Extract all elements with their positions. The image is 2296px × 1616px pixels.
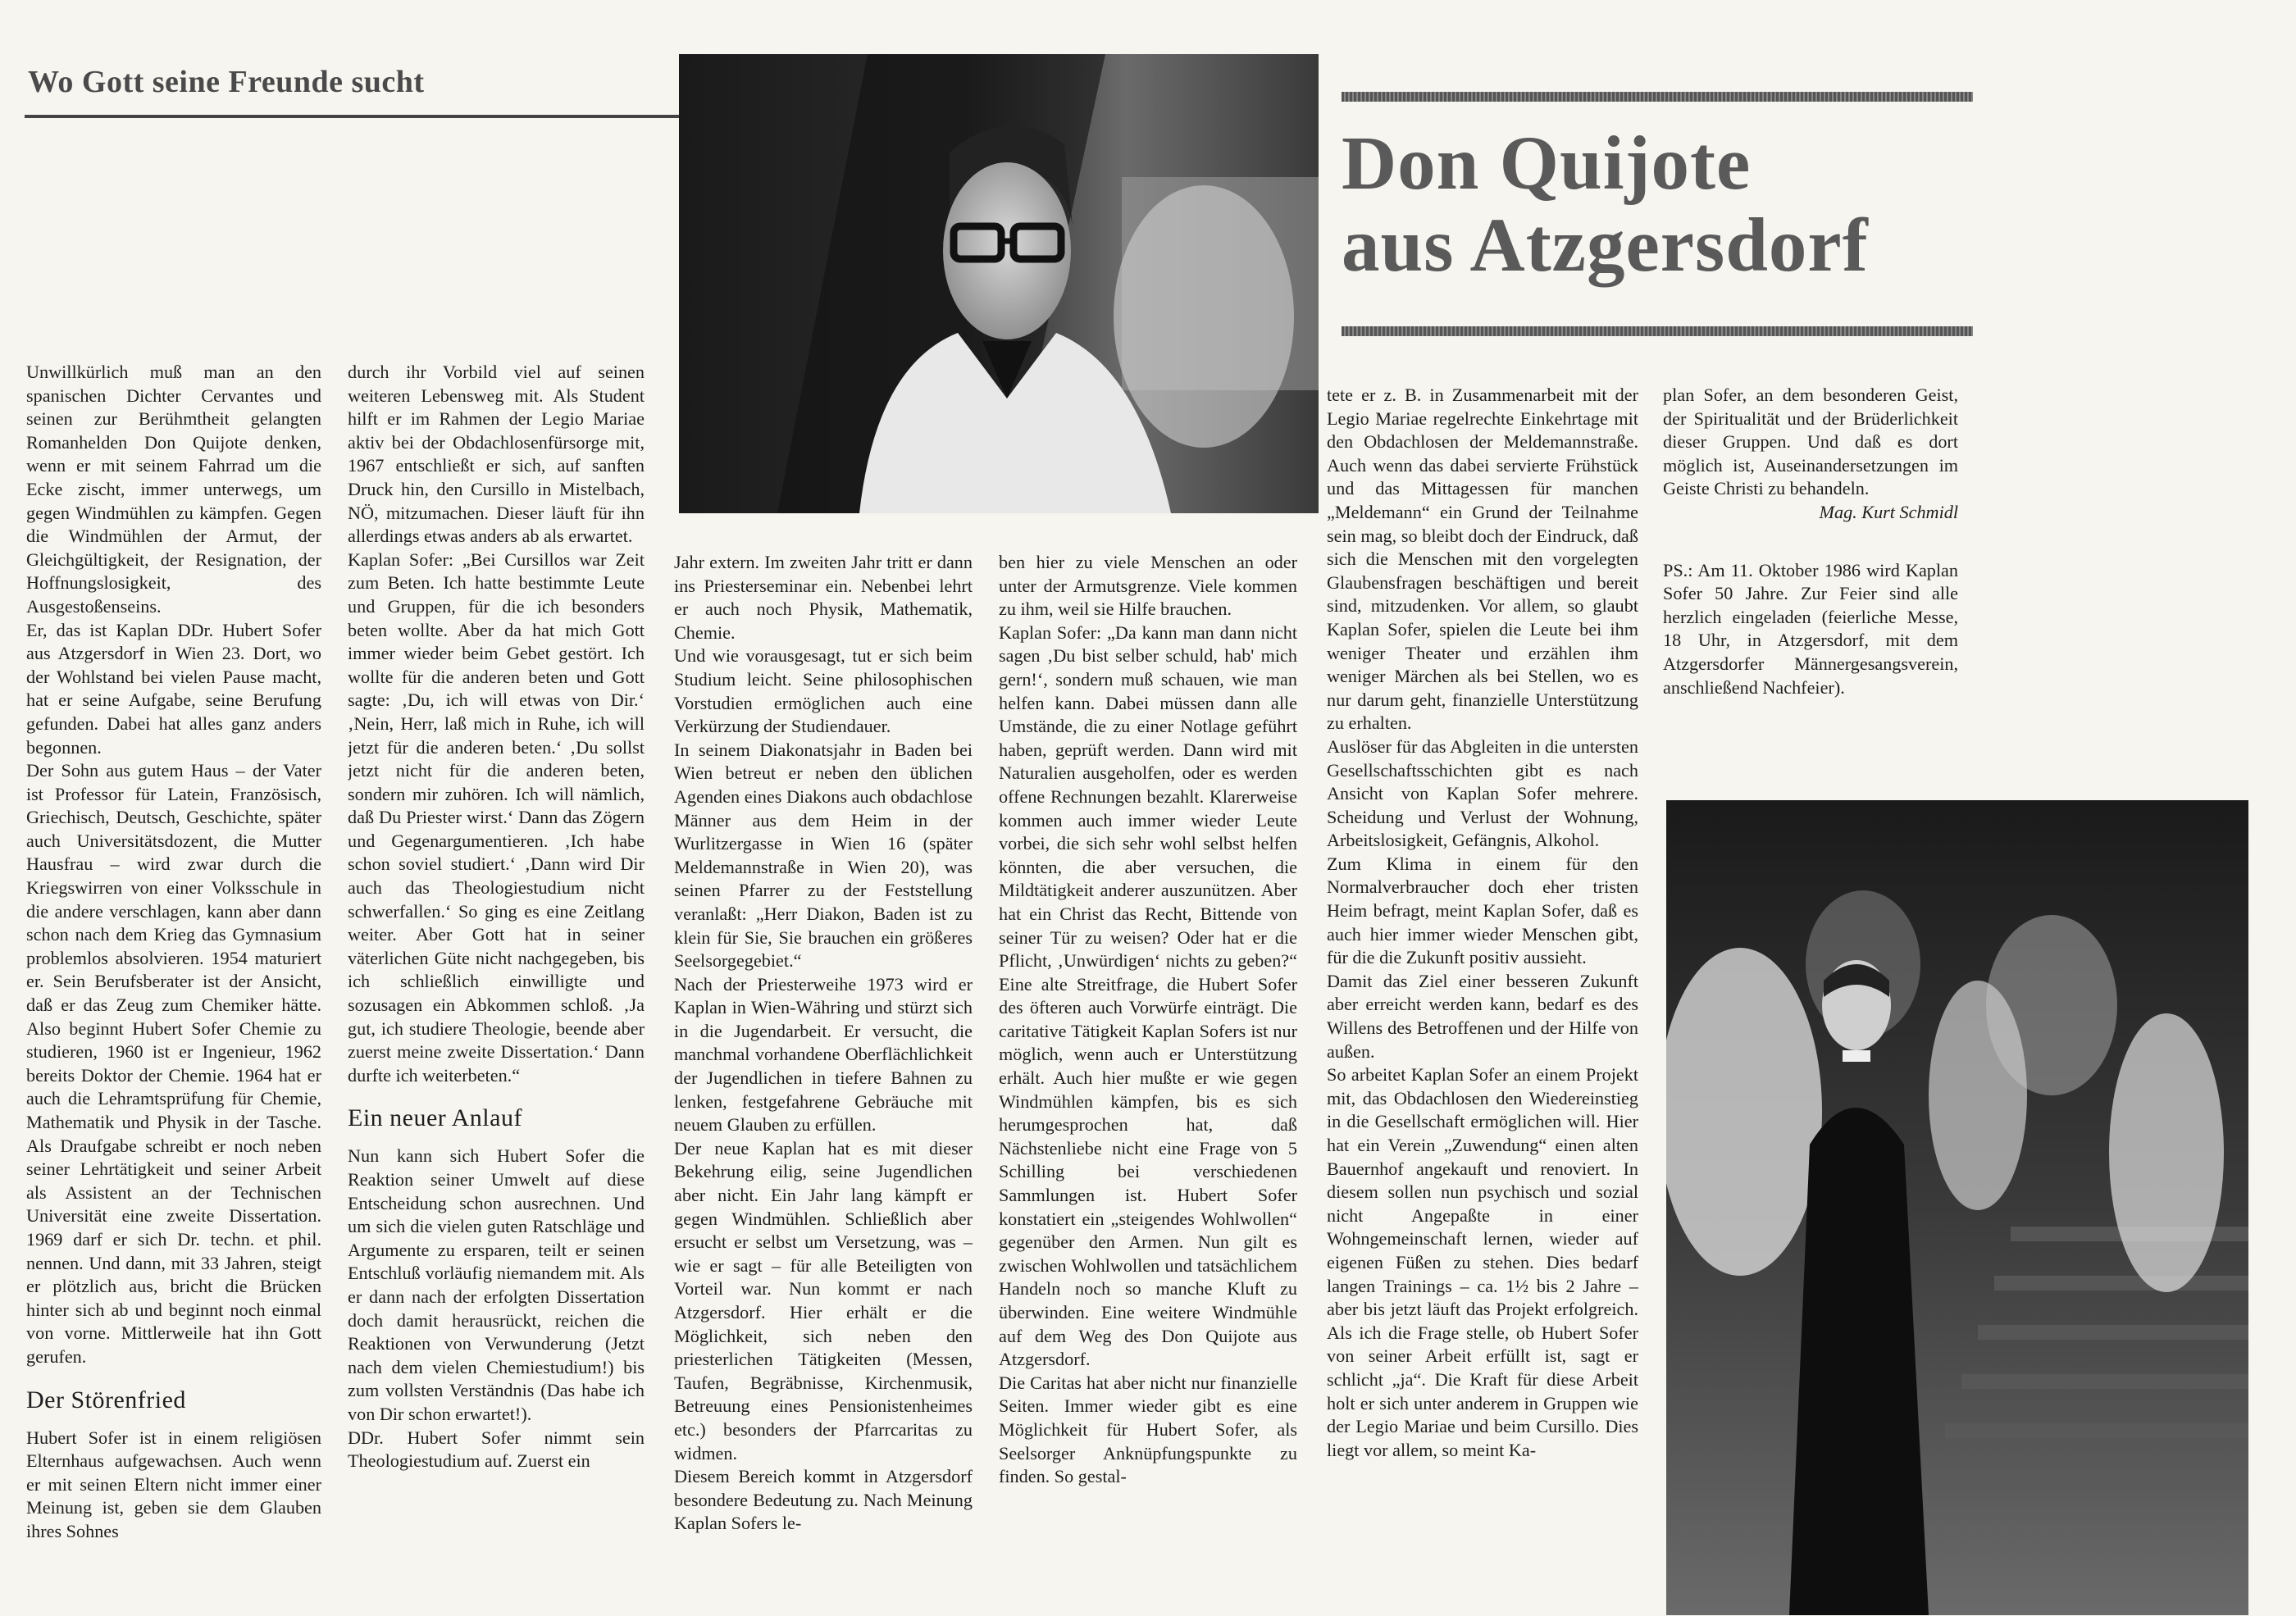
col1-paragraph-1: Unwillkürlich muß man an den spanischen Dichter Cervantes und seinen zur Berühmtheit gelangten Romanhelden Don Quijote denken, wenn er mit seinem Fahrrad um die Ecke zischt, immer unterwegs, um gegen Windmühlen zu kämpfen. Gegen die Windmühlen der Armut, der Gleichgültigkeit, der Resignation, der Hoffnungslosigkeit, des Ausgestoßenseins. [26,362,321,617]
col3-paragraph-1: Jahr extern. Im zweiten Jahr tritt er dann ins Priesterseminar ein. Nebenbei lehrt er auch noch Physik, Mathematik, Chemie. [674,552,973,643]
col5-paragraph-1: tete er z. B. in Zusammenarbeit mit der Legio Mariae regelrechte Einkehrtage mit den Obdachlosen der Meldemannstraße. Auch wenn das dabei servierte Frühstück und das Mittagessen für manchen „Meldemann“ ein Grund der Teilnahme sein mag, so bleibt doch der Eindruck, daß sich die Menschen mit den vorgelegten Glaubensfragen beschäftigen und bereit sind, mitzudenken. Vor allem, so glaubt Kaplan Sofer, spielen die Leute bei ihm weniger Theater und erzählen ihm weniger Märchen als bei Stellen, wo es nur darum geht, finanzielle Unterstützung zu erhalten. [1327,385,1638,734]
col3-paragraph-2: Und wie vorausgesagt, tut er sich beim Studium leicht. Seine philosophischen Vorstudien ermöglichen auch eine Verkürzung der Studiendauer. [674,645,973,737]
column-4 [999,551,1297,1609]
col1-paragraph-4: Hubert Sofer ist in einem religiösen Elternhaus aufgewachsen. Auch wenn er mit seinen Eltern nicht immer einer Meinung ist, geben sie dem Glauben ihres Sohnes [26,1427,321,1541]
col5-paragraph-4: Damit das Ziel einer besseren Zukunft aber erreicht werden kann, bedarf es des Willens des Betroffenen und der Hilfe von außen. [1327,970,1638,1062]
column-3 [674,551,973,1609]
photo-portrait [679,54,1319,513]
col5-paragraph-2: Auslöser für das Abgleiten in die untersten Gesellschaftsschichten gibt es nach Ansicht von Kaplan Sofer mehrere. Scheidung und Verlust der Wohnung, Arbeitslosigkeit, Gefängnis, Alkohol. [1327,735,1638,851]
column-6 [1663,384,1958,777]
headline-bottom-rule [1342,326,1973,336]
photo-procession [1666,800,2248,1615]
postscript: PS.: Am 11. Oktober 1986 wird Kaplan Sofer 50 Jahre. Zur Feier sind alle herzlich eingeladen (feierliche Messe, 18 Uhr, in Atzgersdorf, mit dem Atzgersdorfer Männergesangsverein, anschließend Nachfeier). [1663,559,1958,698]
col3-paragraph-5: Der neue Kaplan hat es mit dieser Bekehrung eilig, seine Jugendlichen aber nicht. Ein Jahr lang kämpft er gegen Windmühlen. Schließlich aber ersucht er selbst um Versetzung, was – wie er sagt – für alle Beteiligten von Vorteil war. Nun kommt er nach Atzgersdorf. Hier erhält er die Möglichkeit, sich neben den priesterlichen Tätigkeiten (Messen, Taufen, Begräbnisse, Kirchenmusik, Betreuung eines Pensionistenheimes etc.) besonders der Pfarrcaritas zu widmen. [674,1137,973,1464]
column-5 [1327,384,1638,1609]
column-1 [26,361,321,1607]
col3-paragraph-3: In seinem Diakonatsjahr in Baden bei Wien betreut er neben den üblichen Agenden eines Diakons auch obdachlose Männer aus dem Heim in der Wurlitzergasse in Wien 16 (später Meldemannstraße in Wien 20), was seinen Pfarrer zu der Feststellung veranlaßt: „Herr Diakon, Baden ist zu klein für Sie, Sie brauchen ein größeres Seelsorgegebiet.“ [674,739,973,972]
kicker-rule [25,115,681,118]
col3-paragraph-6: Diesem Bereich kommt in Atzgersdorf besondere Bedeutung zu. Nach Meinung Kaplan Sofers le- [674,1466,973,1534]
headline-top-rule [1342,92,1973,102]
col2-paragraph-1: durch ihr Vorbild viel auf seinen weiteren Lebensweg mit. Als Student hilft er im Rahmen der Legio Mariae aktiv bei der Obdachlosenfürsorge mit, 1967 entschließt er sich, auf sanften Druck hin, den Cursillo in Mistelbach, NÖ, mitzumachen. Dieser läuft für ihn allerdings etwas anders ab als erwartet. [348,362,645,547]
column-2 [348,361,645,1607]
kicker-headline: Wo Gott seine Freunde sucht [28,65,425,99]
col1-paragraph-3: Der Sohn aus gutem Haus – der Vater ist Professor für Latein, Französisch, Griechisch, Deutsch, Geschichte, später auch Universitätsdozent, die Mutter Hausfrau – wird zwar durch die Kriegswirren von einer Volksschule in die andere verschlagen, kann aber dann schon nach dem Krieg das Gymnasium problemlos absolvieren. 1954 maturiert er. Sein Berufsberater ist der Ansicht, daß er das Zeug zum Chemiker hätte. Also beginnt Hubert Sofer Chemie zu studieren, 1960 ist er Ingenieur, 1962 bereits Doktor der Chemie. 1964 hat er auch die Lehramtsprüfung für Chemie, Mathematik und Physik in der Tasche. Als Draufgabe schreibt er noch neben seiner Lehrtätigkeit und seiner Arbeit als Assistent an der Technischen Universität eine zweite Dissertation. 1969 darf er sich Dr. techn. et phil. nennen. Und dann, mit 33 Jahren, steigt er plötzlich aus, bricht die Brücken hinter sich ab und beginnt noch einmal von vorne. Mittlerweile hat ihn Gott gerufen. [26,760,321,1367]
col4-paragraph-3: Die Caritas hat aber nicht nur finanzielle Seiten. Immer wieder gibt es eine Möglichkeit für Hubert Sofer, als Seelsorger Anknüpfungspunkte zu finden. So gestal- [999,1372,1297,1487]
col6-paragraph-1: plan Sofer, an dem besonderen Geist, der Spiritualität und der Brüderlichkeit dieser Gruppen. Und daß es dort möglich ist, Auseinandersetzungen im Geiste Christi zu behandeln. [1663,385,1958,499]
col4-paragraph-1: ben hier zu viele Menschen an oder unter der Armutsgrenze. Viele kommen zu ihm, weil sie Hilfe brauchen. [999,552,1297,620]
subhead-stoerenfried: Der Störenfried [26,1386,186,1413]
headline-line-1: Don Quijote [1342,121,1752,206]
headline-line-2: aus Atzgersdorf [1342,203,1869,288]
col4-paragraph-2: Kaplan Sofer: „Da kann man dann nicht sagen ‚Du bist selber schuld, hab' mich gern!‘, sondern muß schauen, wie man helfen kann. Dabei müssen dann alle Umstände, die zu einer Notlage geführt haben, geprüft werden. Dann wird mit Naturalien ausgeholfen, oder es werden offene Rechnungen bezahlt. Klarerweise kommen auch immer wieder Leute vorbei, die sich sehr wohl selbst helfen könnten, die aber versuchen, die Mildtätigkeit anderer auszunützen. Aber hat ein Christ das Recht, Bittende von seiner Tür zu weisen? Oder hat er die Pflicht, ‚Unwürdigen‘ nichts zu geben?“ Eine alte Streitfrage, die Hubert Sofer des öfteren auch Vorwürfe einträgt. Die caritative Tätigkeit Kaplan Sofers ist nur möglich, wenn auch er Unterstützung erhält. Auch hier mußte er wie gegen Windmühlen kämpfen, bis es sich herumgesprochen hat, daß Nächstenliebe nicht eine Frage von 5 Schilling bei verschiedenen Sammlungen ist. Hubert Sofer konstatiert ein „steigendes Wohlwollen“ gegenüber den Armen. Nun gilt es zwischen Wohlwollen und tatsächlichem Handeln noch so manche Kluft zu überwinden. Eine weitere Windmühle auf dem Weg des Don Quijote aus Atzgersdorf. [999,621,1297,1370]
col5-paragraph-5: So arbeitet Kaplan Sofer an einem Projekt mit, das Obdachlosen den Wiedereinstieg in die Gesellschaft ermöglichen will. Hier hat ein Verein „Zuwendung“ einen alten Bauernhof angekauft und renoviert. In diesem sollen nun psychisch und sozial nicht Angepaßte in einer Wohngemeinschaft lernen, wieder auf eigenen Füßen zu stehen. Dies bedarf langen Trainings – ca. 1½ bis 2 Jahre – aber bis jetzt läuft das Projekt erfolgreich. Als ich die Frage stelle, ob Hubert Sofer von seiner Arbeit erfüllt ist, sagt er schlicht „ja“. Die Kraft für diese Arbeit holt er sich unter anderem in Gruppen wie der Legio Mariae und beim Cursillo. Dies liegt vor allem, so meint Ka- [1327,1064,1638,1460]
col2-paragraph-2: Kaplan Sofer: „Bei Cursillos war Zeit zum Beten. Ich hatte bestimmte Leute und Gruppen, für die ich besonders beten wollte. Aber da hat mich Gott immer wieder beim Gebet gestört. Ich wollte für die anderen beten und Gott sagte: ‚Du, ich will etwas von Dir.‘ ‚Nein, Herr, laß mich in Ruhe, ich will jetzt für die anderen beten.‘ ‚Du sollst jetzt nicht für die anderen beten, sondern mir zuhören. Ich will nämlich, daß Du Priester wirst.‘ Dann das Zögern und Gegenargumentieren. ‚Ich habe schon soviel studiert.‘ ‚Dann wird Dir auch das Theologiestudium nicht schwerfallen.‘ So ging es eine Zeitlang weiter. Aber Gott hat in seiner väterlichen Güte nicht nachgegeben, bis ich schließlich einwilligte und sozusagen ein Abkommen schloß. ‚Ja gut, ich studiere Theologie, beende aber zuerst meine zweite Dissertation.‘ Dann durfte ich weiterbeten.“ [348,549,645,1086]
subhead-neuer-anlauf: Ein neuer Anlauf [348,1104,522,1132]
col5-paragraph-3: Zum Klima in einem für den Normalverbraucher doch eher tristen Heim befragt, meint Kaplan Sofer, daß es auch hier immer wieder Menschen gibt, für die die Zukunft positiv aussieht. [1327,853,1638,968]
headline [1342,123,1981,287]
col1-paragraph-2: Er, das ist Kaplan DDr. Hubert Sofer aus Atzgersdorf in Wien 23. Dort, wo der Wohlstand bei vielen Pause macht, hat er seine Aufgabe, seine Berufung gefunden. Dabei hat alles ganz anders begonnen. [26,619,321,758]
byline: Mag. Kurt Schmidl [1819,501,1958,522]
col3-paragraph-4: Nach der Priesterweihe 1973 wird er Kaplan in Wien-Währing und stürzt sich in die Jugendarbeit. Er versucht, die manchmal vorhandene Oberflächlichkeit der Jugendlichen in tiefere Bahnen zu lenken, festgefahrene Gebräuche mit neuem Glauben zu erfüllen. [674,973,973,1136]
col2-paragraph-4: DDr. Hubert Sofer nimmt sein Theologiestudium auf. Zuerst ein [348,1427,645,1472]
col2-paragraph-3: Nun kann sich Hubert Sofer die Reaktion seiner Umwelt auf diese Entscheidung schon ausrechnen. Und um sich die vielen guten Ratschläge und Argumente zu ersparen, teilt er seinen Entschluß vorläufig niemandem mit. Als er dann nach der erfolgten Dissertation doch damit herausrückt, reichen die Reaktionen von Verwunderung (Jetzt nach dem vielen Chemiestudium!) bis zum vollsten Verständnis (Das habe ich von Dir schon erwartet!). [348,1145,645,1424]
